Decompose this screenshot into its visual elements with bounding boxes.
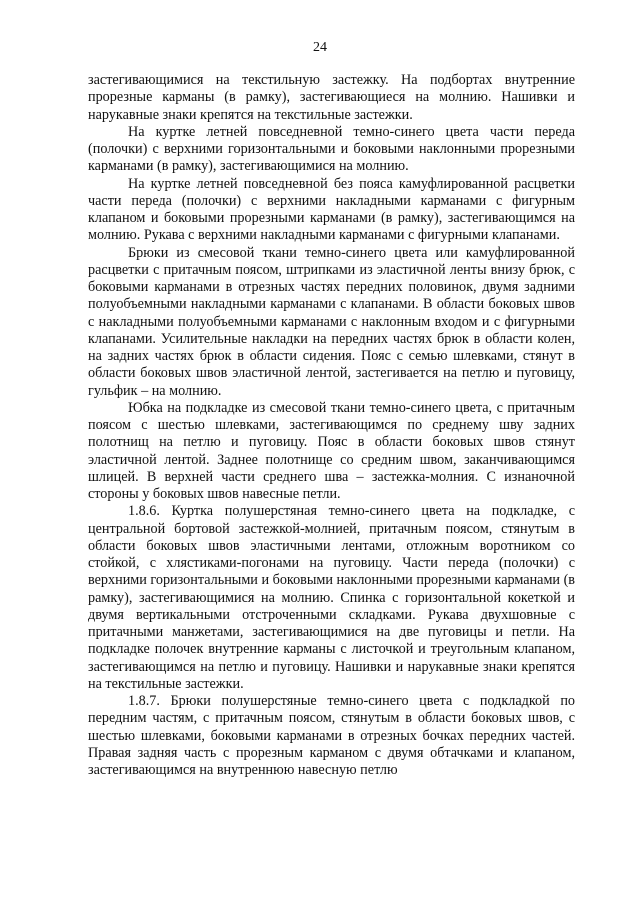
paragraph-section-1-8-6: 1.8.6. Куртка полушерстяная темно-синего цвета на подкладке, с центральной бортовой застежкой-молнией, притачным поясом, стянутым в области боковых швов эластичными лентами, отложным воротником со стойкой, с хлястиками-погонами на пуговицу. Части переда (полочки) с верхними горизонтальными и боковыми наклонными прорезными карманами (в рамку), застегивающимися на молнию. Спинка с горизонтальной кокеткой и двумя вертикальными отстроченными складками. Рукава двухшовные с притачными манжетами, застегивающимися на две пуговицы и петли. На подкладке полочек внутренние карманы с листочкой и треугольным клапаном, застегивающимся на петлю и пуговицу. Нашивки и нарукавные знаки крепятся на текстильные застежки. [88, 503, 575, 692]
paragraph-continuation: застегивающимися на текстильную застежку. На подбортах внутренние прорезные карманы (в рамку), застегивающиеся на молнию. Нашивки и нарукавные знаки крепятся на текстильные застежки. [88, 72, 575, 123]
paragraph-section-1-8-7: 1.8.7. Брюки полушерстяные темно-синего цвета с подкладкой по передним частям, с притачным поясом, стянутым в области боковых швов, с шестью шлевками, боковыми карманами в отрезных бочках передних частей. Правая задняя часть с прорезным карманом с двумя обтачками и клапаном, застегивающимся на внутреннюю навесную петлю [88, 693, 575, 778]
paragraph-summer-jacket-camouflage: На куртке летней повседневной без пояса камуфлированной расцветки части переда (полочки) с верхними накладными карманами с фигурным клапаном и боковыми прорезными карманами (в рамку), застегивающимся на молнию. Рукава с верхними накладными карманами с фигурными клапанами. [88, 175, 575, 244]
paragraph-summer-jacket-navy: На куртке летней повседневной темно-синего цвета части переда (полочки) с верхними горизонтальными и боковыми наклонными прорезными карманами (в рамку), застегивающимися на молнию. [88, 123, 575, 175]
paragraph-skirt: Юбка на подкладке из смесовой ткани темно-синего цвета, с притачным поясом с шестью шлевками, застегивающимся по среднему шву задних полотнищ на петлю и пуговицу. Пояс в области боковых швов стянут эластичной лентой. Заднее полотнище со средним швом, заканчивающимся шлицей. В верхней части среднего шва – застежка-молния. С изнаночной стороны у боковых швов навесные петли. [88, 399, 575, 502]
paragraph-trousers: Брюки из смесовой ткани темно-синего цвета или камуфлированной расцветки с притачным поясом, штрипками из эластичной ленты внизу брюк, с боковыми карманами в отрезных частях передних половинок, двумя задними полуобъемными накладными карманами с клапанами. В области боковых швов с накладными полуобъемными карманами с наклонным входом и с фигурными клапанами. Усилительные накладки на передних частях брюк в области колен, на задних частях брюк в области сидения. Пояс с семью шлевками, стянут в области боковых швов эластичной лентой, застегивается на петлю и пуговицу, гульфик – на молнию. [88, 244, 575, 399]
page-number: 24 [313, 40, 327, 55]
document-body [88, 72, 575, 779]
